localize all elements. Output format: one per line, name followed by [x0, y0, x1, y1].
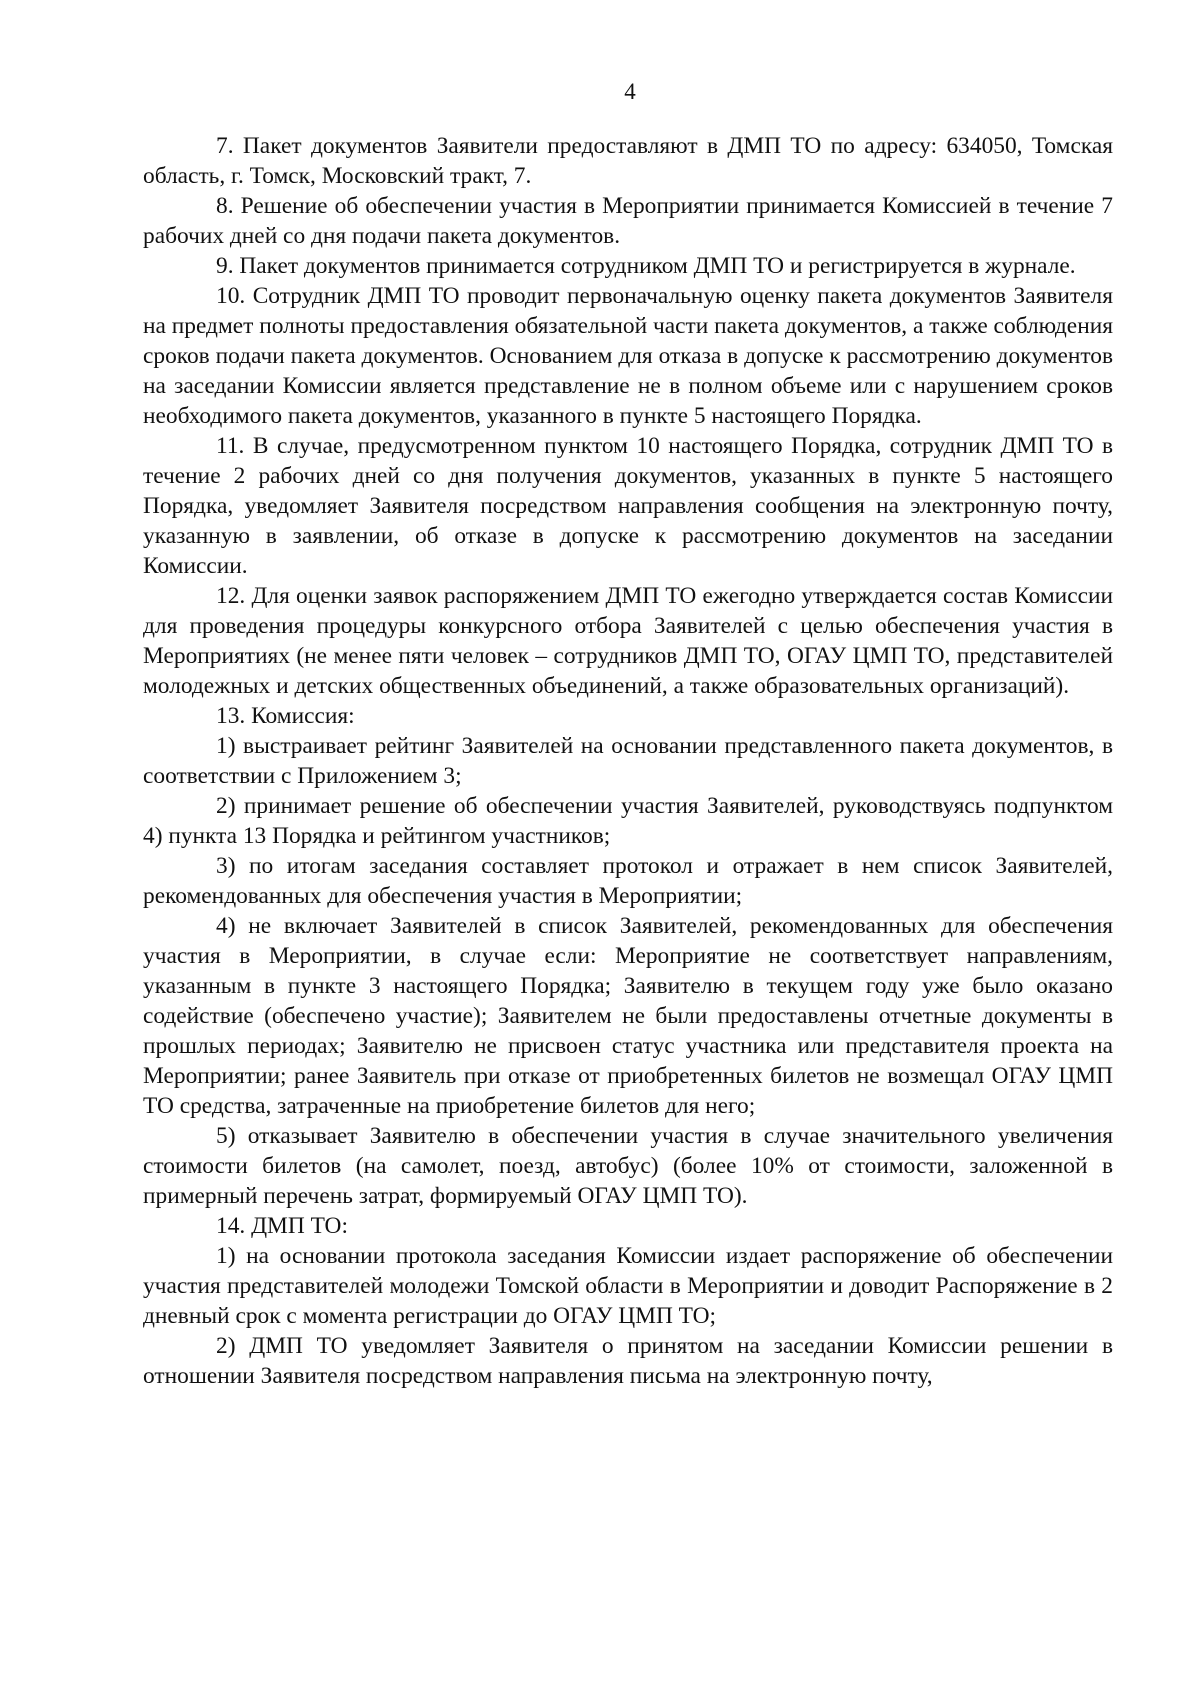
paragraph-13-item-2: 2) принимает решение об обеспечении участия Заявителей, руководствуясь подпунктом 4) пункта 13 Порядка и рейтингом участников;	[143, 793, 1113, 849]
paragraph-9: 9. Пакет документов принимается сотрудником ДМП ТО и регистрируется в журнале.	[216, 253, 1076, 279]
paragraph-13-item-4: 4) не включает Заявителей в список Заявителей, рекомендованных для обеспечения участия в Мероприятии, в случае если: Мероприятие не соответствует направлениям, указанным в пункте 3 настоящего Порядка; Заявителю в текущем году уже было оказано содействие (обеспечено участие); Заявителем не были предоставлены отчетные документы в прошлых периодах; Заявителю не присвоен статус участника или представителя проекта на Мероприятии; ранее Заявитель при отказе от приобретенных билетов не возмещал ОГАУ ЦМП ТО средства, затраченные на приобретение билетов для него;	[143, 913, 1113, 1119]
paragraph-13-item-1: 1) выстраивает рейтинг Заявителей на основании представленного пакета документов, в соответствии с Приложением 3;	[143, 733, 1113, 789]
paragraph-13-item-3: 3) по итогам заседания составляет протокол и отражает в нем список Заявителей, рекомендованных для обеспечения участия в Мероприятии;	[143, 853, 1113, 909]
paragraph-12: 12. Для оценки заявок распоряжением ДМП ТО ежегодно утверждается состав Комиссии для проведения процедуры конкурсного отбора Заявителей с целью обеспечения участия в Мероприятиях (не менее пяти человек – сотрудников ДМП ТО, ОГАУ ЦМП ТО, представителей молодежных и детских общественных объединений, а также образовательных организаций).	[143, 583, 1113, 699]
paragraph-8: 8. Решение об обеспечении участия в Мероприятии принимается Комиссией в течение 7 рабочих дней со дня подачи пакета документов.	[143, 193, 1113, 249]
paragraph-14-item-2: 2) ДМП ТО уведомляет Заявителя о принятом на заседании Комиссии решении в отношении Заявителя посредством направления письма на электронную почту,	[143, 1333, 1113, 1389]
document-body	[143, 131, 1113, 1391]
paragraph-10: 10. Сотрудник ДМП ТО проводит первоначальную оценку пакета документов Заявителя на предмет полноты предоставления обязательной части пакета документов, а также соблюдения сроков подачи пакета документов. Основанием для отказа в допуске к рассмотрению документов на заседании Комиссии является представление не в полном объеме или с нарушением сроков необходимого пакета документов, указанного в пункте 5 настоящего Порядка.	[143, 283, 1113, 429]
paragraph-7: 7. Пакет документов Заявители предоставляют в ДМП ТО по адресу: 634050, Томская область, г. Томск, Московский тракт, 7.	[143, 133, 1113, 189]
paragraph-13-heading: 13. Комиссия:	[216, 703, 355, 729]
page-number: 4	[624, 79, 636, 104]
paragraph-14-heading: 14. ДМП ТО:	[216, 1213, 348, 1239]
paragraph-11: 11. В случае, предусмотренном пунктом 10 настоящего Порядка, сотрудник ДМП ТО в течение 2 рабочих дней со дня получения документов, указанных в пункте 5 настоящего Порядка, уведомляет Заявителя посредством направления сообщения на электронную почту, указанную в заявлении, об отказе в допуске к рассмотрению документов на заседании Комиссии.	[143, 433, 1113, 579]
paragraph-14-item-1: 1) на основании протокола заседания Комиссии издает распоряжение об обеспечении участия представителей молодежи Томской области в Мероприятии и доводит Распоряжение в 2 дневный срок с момента регистрации до ОГАУ ЦМП ТО;	[143, 1243, 1113, 1329]
paragraph-13-item-5: 5) отказывает Заявителю в обеспечении участия в случае значительного увеличения стоимости билетов (на самолет, поезд, автобус) (более 10% от стоимости, заложенной в примерный перечень затрат, формируемый ОГАУ ЦМП ТО).	[143, 1123, 1113, 1209]
